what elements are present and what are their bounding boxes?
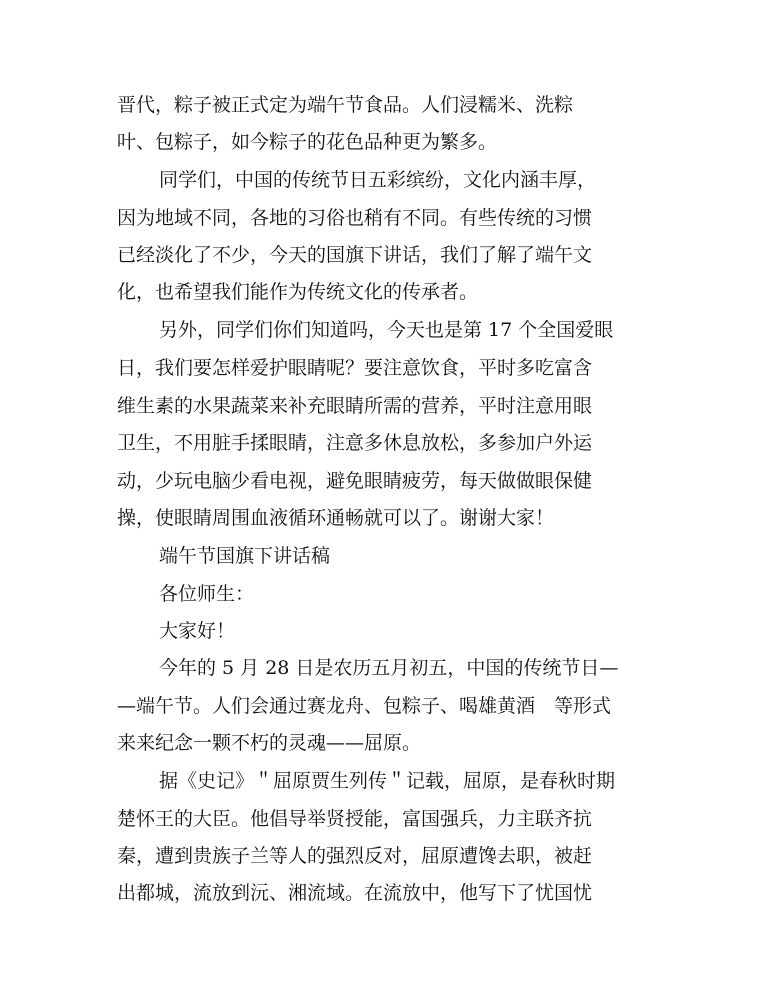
- section-title: 端午节国旗下讲话稿: [159, 545, 331, 567]
- text-line: 叶、包粽子，如今粽子的花色品种更为繁多。: [117, 131, 498, 153]
- text-line: 已经淡化了不少，今天的国旗下讲话，我们了解了端午文: [117, 244, 593, 266]
- text-line: 出都城，流放到沅、湘流域。在流放中，他写下了忧国忧: [117, 882, 593, 904]
- text-line: 晋代，粽子被正式定为端午节食品。人们浸糯米、洗粽: [117, 94, 574, 116]
- text-line: 秦，遭到贵族子兰等人的强烈反对，屈原遭馋去职，被赶: [117, 845, 593, 867]
- text-line: 因为地域不同，各地的习俗也稍有不同。有些传统的习惯: [117, 207, 593, 229]
- text-line: 卫生，不用脏手揉眼睛，注意多休息放松，多参加户外运: [117, 432, 593, 454]
- paragraph-start: 另外，同学们你们知道吗，今天也是第 17 个全国爱眼: [159, 319, 614, 341]
- text-line: 化，也希望我们能作为传统文化的传承者。: [117, 281, 479, 303]
- text-line: —端午节。人们会通过赛龙舟、包粽子、喝雄黄酒 等形式: [117, 695, 612, 717]
- paragraph-start: 据《史记》＂屈原贾生列传＂记载，屈原，是春秋时期: [159, 770, 616, 792]
- salutation: 各位师生：: [159, 583, 255, 605]
- text-line: 维生素的水果蔬菜来补充眼睛所需的营养，平时注意用眼: [117, 395, 593, 417]
- text-line: 来来纪念一颗不朽的灵魂——屈原。: [117, 732, 422, 754]
- text-line: 日，我们要怎样爱护眼睛呢？要注意饮食，平时多吃富含: [117, 357, 593, 379]
- text-line: 楚怀王的大臣。他倡导举贤授能，富国强兵，力主联齐抗: [117, 808, 593, 830]
- greeting: 大家好！: [159, 620, 236, 642]
- paragraph-start: 同学们，中国的传统节日五彩缤纷，文化内涵丰厚，: [159, 169, 597, 191]
- text-line: 动，少玩电脑少看电视，避免眼睛疲劳，每天做做眼保健: [117, 470, 593, 492]
- text-line: 操，使眼睛周围血液循环通畅就可以了。谢谢大家！: [117, 507, 555, 529]
- paragraph-start: 今年的 5 月 28 日是农历五月初五，中国的传统节日—: [159, 657, 619, 679]
